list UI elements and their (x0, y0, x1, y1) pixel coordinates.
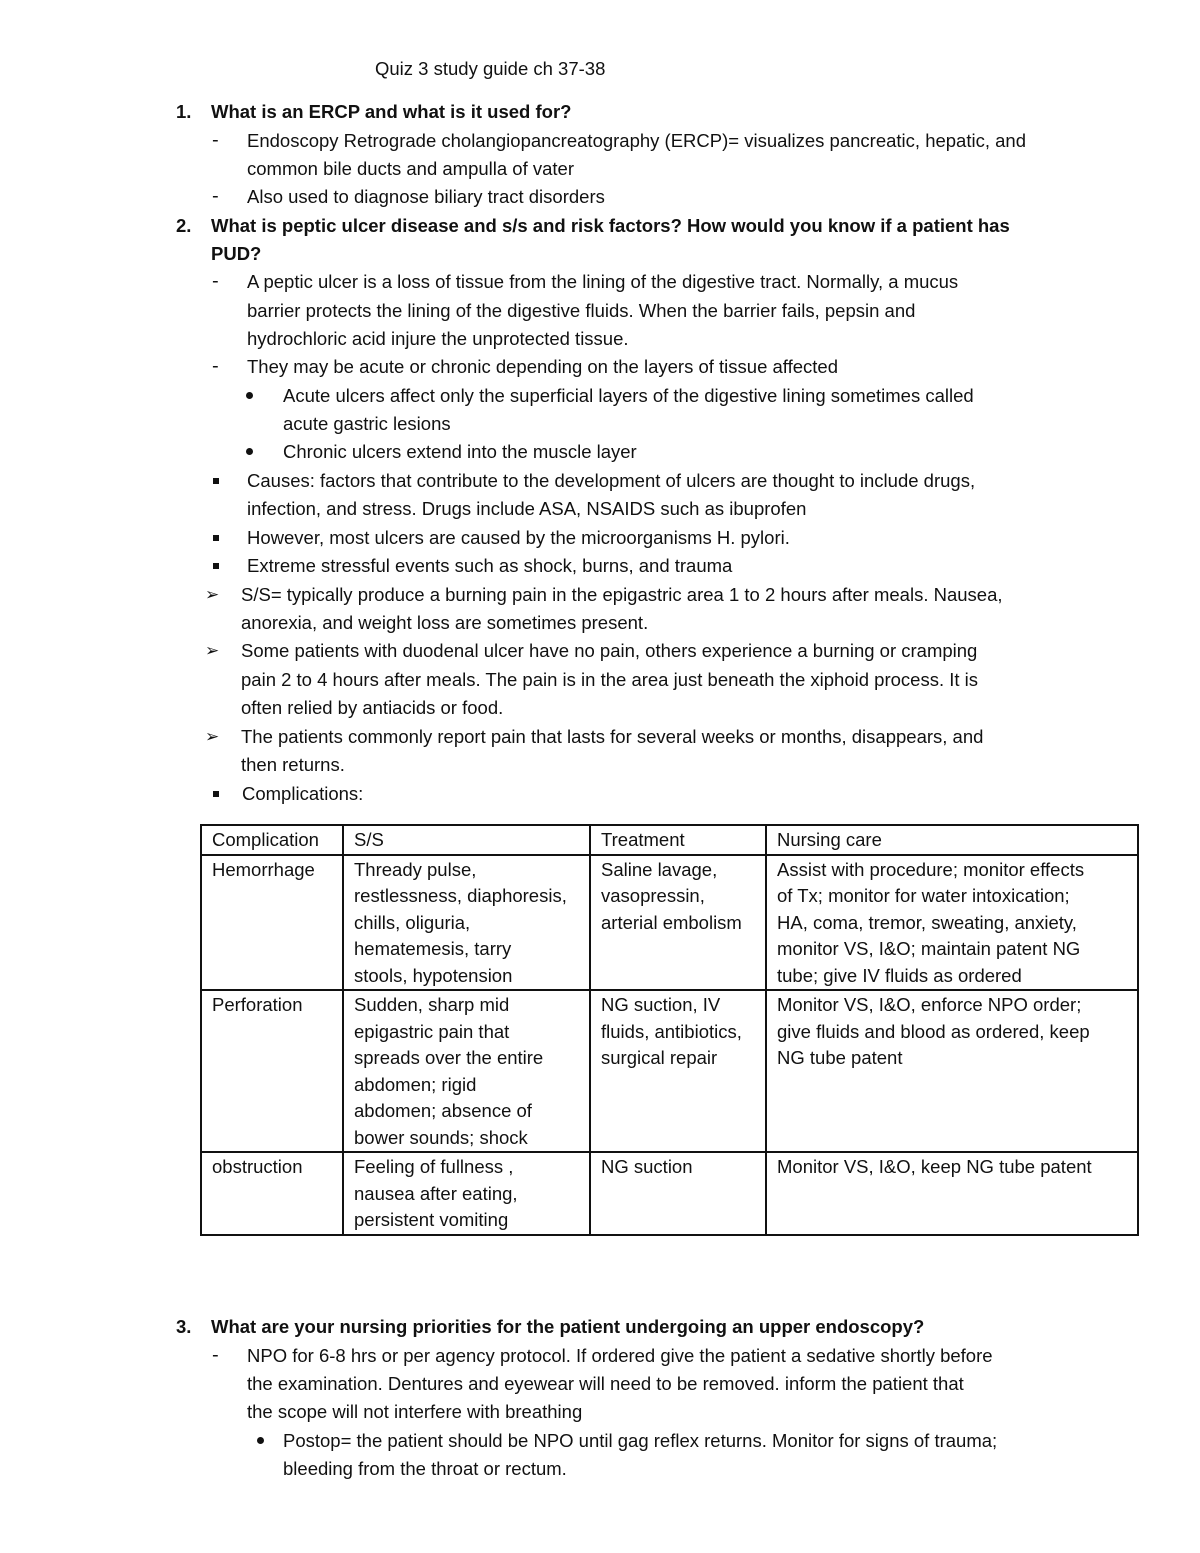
signs-symptoms-cell (343, 990, 590, 1152)
cell-line: Saline lavage, (601, 858, 718, 880)
answer-text: pain 2 to 4 hours after meals. The pain is in the area just beneath the xiphoid process. It is (241, 669, 979, 690)
question-number: 3. (176, 1316, 192, 1337)
cell-line: NG suction (601, 1156, 693, 1177)
cell-line: HA, coma, tremor, sweating, anxiety, (777, 911, 1077, 933)
treatment-cell (590, 990, 766, 1152)
answer-text: Acute ulcers affect only the superficial layers of the digestive lining sometimes called (283, 385, 974, 406)
answer-text: often relied by antiacids or food. (241, 697, 504, 718)
cell-line: surgical repair (601, 1047, 718, 1068)
answer-text: Also used to diagnose biliary tract disorders (247, 186, 605, 207)
cell-line: spreads over the entire (354, 1047, 544, 1068)
arrow-bullet-icon: ➢ (205, 641, 220, 660)
cell-line: Sudden, sharp mid (354, 994, 510, 1015)
cell-line: Thready pulse, (354, 858, 477, 880)
cell-line: NG tube patent (777, 1047, 903, 1068)
question-number: 2. (176, 215, 192, 236)
answer-text: Some patients with duodenal ulcer have no pain, others experience a burning or cramping (241, 640, 978, 661)
treatment-cell (590, 855, 766, 991)
answer-text: The patients commonly report pain that lasts for several weeks or months, disappears, and (241, 726, 984, 747)
answer-text: common bile ducts and ampulla of vater (247, 158, 575, 179)
cell-line: persistent vomiting (354, 1209, 509, 1230)
signs-symptoms-cell (343, 855, 590, 991)
column-header: Treatment (590, 825, 766, 855)
answer-text: bleeding from the throat or rectum. (283, 1458, 567, 1479)
question-text: What are your nursing priorities for the patient undergoing an upper endoscopy? (211, 1316, 925, 1337)
document-title: Quiz 3 study guide ch 37-38 (375, 58, 606, 79)
nursing-care-cell (766, 855, 1138, 991)
question-text: PUD? (211, 243, 262, 264)
bullet-dot-icon (257, 1427, 264, 1455)
table-row (201, 990, 1138, 1152)
complication-cell (201, 990, 343, 1152)
dash-marker: - (212, 1345, 219, 1366)
dash-marker: - (212, 130, 219, 151)
column-header: S/S (343, 825, 590, 855)
answer-text: barrier protects the lining of the digestive fluids. When the barrier fails, pepsin and (247, 300, 916, 321)
answer-text: They may be acute or chronic depending on the layers of tissue affected (247, 356, 838, 377)
cell-line: monitor VS, I&O; maintain patent NG (777, 938, 1081, 959)
cell-line: Monitor VS, I&O, enforce NPO order; (777, 994, 1082, 1015)
answer-text: hydrochloric acid injure the unprotected tissue. (247, 328, 629, 349)
answer-text: S/S= typically produce a burning pain in the epigastric area 1 to 2 hours after meals. Nausea, (241, 584, 1003, 605)
answer-text: infection, and stress. Drugs include ASA, NSAIDS such as ibuprofen (247, 498, 807, 519)
cell-line: Feeling of fullness , (354, 1156, 514, 1177)
cell-line: chills, oliguria, (354, 911, 471, 933)
arrow-bullet-icon: ➢ (205, 585, 220, 604)
cell-line: vasopressin, (601, 885, 705, 906)
cell-line: restlessness, diaphoresis, (354, 885, 567, 906)
cell-line: epigastric pain that (354, 1020, 510, 1042)
column-header: Complication (201, 825, 343, 855)
question-text: What is an ERCP and what is it used for? (211, 101, 572, 122)
answer-text: the examination. Dentures and eyewear will need to be removed. inform the patient that (247, 1373, 964, 1394)
table-row (201, 1152, 1138, 1235)
cell-line: Monitor VS, I&O, keep NG tube patent (777, 1156, 1092, 1177)
column-header: Nursing care (766, 825, 1138, 855)
answer-text: the scope will not interfere with breathing (247, 1401, 583, 1422)
cell-line: hematemesis, tarry (354, 938, 512, 959)
question-text: What is peptic ulcer disease and s/s and risk factors? How would you know if a patient has (211, 215, 1010, 236)
answer-text: Postop= the patient should be NPO until gag reflex returns. Monitor for signs of trauma; (283, 1430, 998, 1451)
complication-cell (201, 855, 343, 991)
complication-cell (201, 1152, 343, 1235)
dash-marker: - (212, 186, 219, 207)
bullet-square-icon (213, 552, 219, 580)
bullet-dot-icon (246, 382, 253, 410)
cell-line: tube; give IV fluids as ordered (777, 964, 1022, 986)
cell-line: stools, hypotension (354, 964, 513, 986)
bullet-dot-icon (246, 438, 253, 466)
answer-text: Chronic ulcers extend into the muscle layer (283, 441, 637, 462)
table-header-row (201, 825, 1138, 855)
bullet-square-icon (213, 467, 219, 495)
table-row (201, 855, 1138, 991)
answer-text: A peptic ulcer is a loss of tissue from the lining of the digestive tract. Normally, a mucus (247, 271, 959, 292)
answer-text: Causes: factors that contribute to the development of ulcers are thought to include drugs, (247, 470, 976, 491)
dash-marker: - (212, 271, 219, 292)
answer-text: Endoscopy Retrograde cholangiopancreatography (ERCP)= visualizes pancreatic, hepatic, and (247, 130, 1026, 151)
complications-table (200, 824, 1139, 1236)
question-number: 1. (176, 101, 192, 122)
cell-line: Perforation (212, 994, 303, 1015)
cell-line: obstruction (212, 1156, 303, 1177)
answer-text: Complications: (242, 783, 364, 804)
answer-text: acute gastric lesions (283, 413, 451, 434)
cell-line: abdomen; absence of (354, 1100, 532, 1121)
cell-line: nausea after eating, (354, 1182, 518, 1204)
treatment-cell (590, 1152, 766, 1235)
answer-text: then returns. (241, 754, 345, 775)
answer-text: Extreme stressful events such as shock, burns, and trauma (247, 555, 733, 576)
cell-line: fluids, antibiotics, (601, 1020, 742, 1042)
nursing-care-cell (766, 990, 1138, 1152)
cell-line: abdomen; rigid (354, 1073, 477, 1095)
answer-text: anorexia, and weight loss are sometimes present. (241, 612, 649, 633)
dash-marker: - (212, 356, 219, 377)
bullet-square-icon (213, 524, 219, 552)
cell-line: NG suction, IV (601, 994, 721, 1015)
cell-line: arterial embolism (601, 911, 742, 933)
cell-line: give fluids and blood as ordered, keep (777, 1020, 1090, 1042)
answer-text: NPO for 6-8 hrs or per agency protocol. If ordered give the patient a sedative shortly before (247, 1345, 993, 1366)
cell-line: Hemorrhage (212, 858, 315, 880)
answer-text: However, most ulcers are caused by the microorganisms H. pylori. (247, 527, 790, 548)
arrow-bullet-icon: ➢ (205, 727, 220, 746)
bullet-square-icon (213, 780, 219, 808)
cell-line: bower sounds; shock (354, 1126, 528, 1148)
cell-line: Assist with procedure; monitor effects (777, 858, 1085, 880)
signs-symptoms-cell (343, 1152, 590, 1235)
nursing-care-cell (766, 1152, 1138, 1235)
cell-line: of Tx; monitor for water intoxication; (777, 885, 1070, 906)
